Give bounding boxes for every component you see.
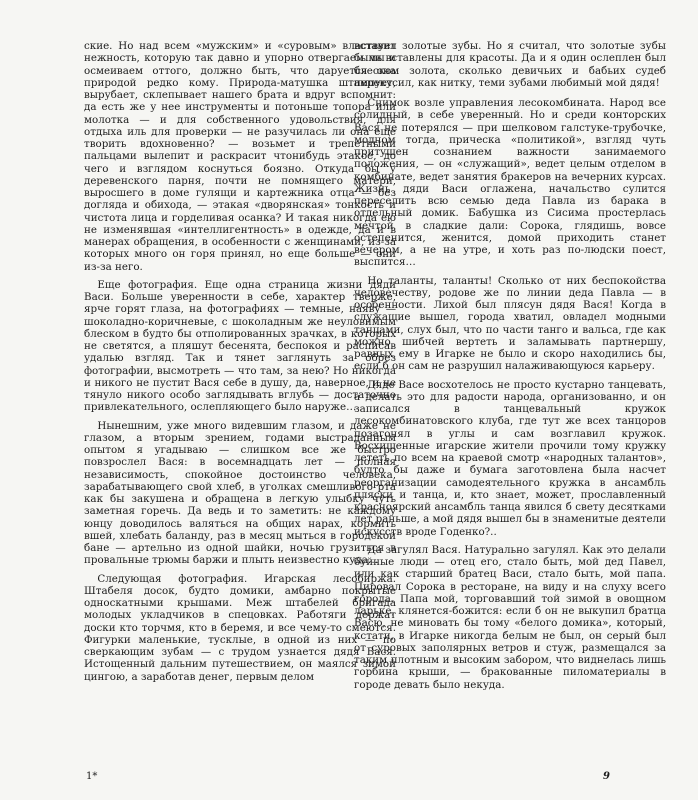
paragraph: Нынешним, уже много видевшим глазом, и даже не глазом, а вторым зрением, годами выстраданным опытом я угадываю — слишком все же быстро повзрослел Вася: в восемнадцать лет — полная независимость, спокойное достоинство человека, зарабатывающего свой хлеб, в уголках смешливого рта как бы закушена и обращена в легкую улыбку чуть заметная горечь. Да ведь и то заметить: не каждому юнцу доводилось валяться на общих нарах, кормить вшей, хлебать баланду, раз в месяц мыться в городской бане — артельно из одной шайки, ночью грузиться в провальные трюмы баржи и плыть неизвестно куда… [84, 419, 396, 567]
paragraph: Да загулял Вася. Натурально загулял. Как это делали буйные люди — отец его, стало быть, мой дед Павел, или как старший братец Васи, стало быть, мой папа. Пировал Сорока в ресторане, на виду и на слуху всего города. Папа мой, торговавший той зимой в овощном ларьке, клянется-божится: если б он не выкупил братца Васю, не миновать бы тому «белого домика», который, кстати, в Игарке никогда белым не был, он серый был от суровых заполярных ветров и стуж, размещался за таким плотным и высоким забором, что виднелась лишь горбина крыши, — бракованные пиломатериалы в городе девать было некуда. [354, 543, 666, 691]
paragraph: Снимок возле управления лесокомбината. Народ все солидный, в себе уверенный. Но и среди конторских Вася не потерялся — при шелковом галстуке-трубочке, модном тогда, прическа «политикой», взгляд чуть притушен сознанием важности занимаемого положения, — он «служащий», ведет целым отделом в комбинате, ведет занятия бракеров на вечерних курсах. Жизнь дяди Васи оглажена, начальство сулится переселить всю семью деда Павла из барака в отдельный домик. Бабушка из Сисима простерлась мечтой в сладкие дали: Сорока, глядишь, вовсе остепенится, женится, домой приходить станет вечером, а не на утре, и хоть раз по-людски поест, выспится… [354, 97, 666, 269]
paragraph: Дяде Васе восхотелось не просто кустарно танцевать, а делать это для радости народа, организованно, и он записался в танцевальный кружок лесокомбинатовского клуба, где тут же всех танцоров позагонял в углы и сам возглавил кружок. Восхищенные игарские жители прочили тому кружку лететь по всем на краевой смотр «народных талантов», будто бы даже и бумага заготовлена была насчет реорганизации самодеятельного кружка в ансамбль пляски и танца, и, кто знает, может, прославленный красноярский ансамбль танца явился б свету десятками лет раньше, а мой дядя вышел бы в знаменитые деятели искусств вроде Годенко?.. [354, 378, 666, 538]
signature-mark: 1* [86, 771, 98, 782]
paragraph: Еще фотография. Еще одна страница жизни дяди Васи. Больше уверенности в себе, характер тверже, ярче горят глаза, на фотографиях — темные, наяву — шоколадно-коричневые, с шоколадным же неуловимым блеском в будто бы отполированных зрачках, в которых не светятся, а пляшут бесенята, беспокоя и расписав удалью взгляд. Так и тянет заглянуть за обрез фотографии, высмотреть — что там, за нею? Но никогда и никого не пустит Вася себе в душу, да, наверное, и не тянуло никого особо заглядывать вглубь — достаточно привлекательного, ослепляющего было наруже… [84, 278, 396, 414]
paragraph: ские. Но над всем «мужским» и «суровым» властвует нежность, которую так давно и упорно отвергаем мы и осмеиваем оттого, должно быть, что даруется она природой редко кому. Природа-матушка штампует, вырубает, склепывает нашего брата и вдруг вспомнит: да есть же у нее инструменты и потоньше топора или молотка — и для собственного удовольствия, для отдыха иль для проверки — не разучилась ли она еще творить вдохновенно? — возьмет и трепетными пальцами вылепит и раскрасит чтонибудь этакое, до чего и взглядом коснуться боязно. Откуда бы у деревенского парня, почти не помнящего матери, выросшего в доме гулящи и картежника отца — без догляда и обихода, — этакая «дворянская» тонкость и чистота лица и горделивая осанка? И такая никогда ею не изменявшая «интеллигентность» в одежде, да и в манерах обращения, в особенности с женщинами, из-за которых много он горя принял, но еще больше — они из-за него. [84, 40, 396, 273]
paragraph: Но таланты, таланты! Сколько от них беспокойства человечеству, родове же по линии деда Павла — в особенности. Лихой был плясун дядя Вася! Когда в служащие вышел, города хватил, овладел модными танцами, слух был, что по части танго и вальса, где как можно шибчей вертеть и заламывать партнершу, равных ему в Игарке не было и скоро находились бы, если б он сам не разрушил налаживающуюся карьеру. [354, 274, 666, 373]
page-number: 9 [603, 771, 610, 782]
paragraph: вставил золотые зубы. Но я считал, что золотые зубы были вставлены для красоты. Да и я один ослеплен был блеском золота, сколько девичьих и бабьих судеб перекусил, как нитку, теми зубами любимый мой дядя! [354, 40, 666, 89]
paragraph: Следующая фотография. Игарская лесобиржа. Штабеля досок, будто домики, амбарно покрытые односкатными крышами. Меж штабелей бригада молодых укладчиков в спецовках. Работяги держат доски кто торчмя, кто в беремя, и все чему-то смеются. Фигурки маленькие, тусклые, в одной из них — по сверкающим зубам — с трудом узнается дядя Вася. Истощенный дальним путешествием, он маялся зимой цингою, а заработав денег, первым делом [84, 572, 396, 683]
left-column [84, 40, 396, 683]
right-column [354, 40, 666, 691]
